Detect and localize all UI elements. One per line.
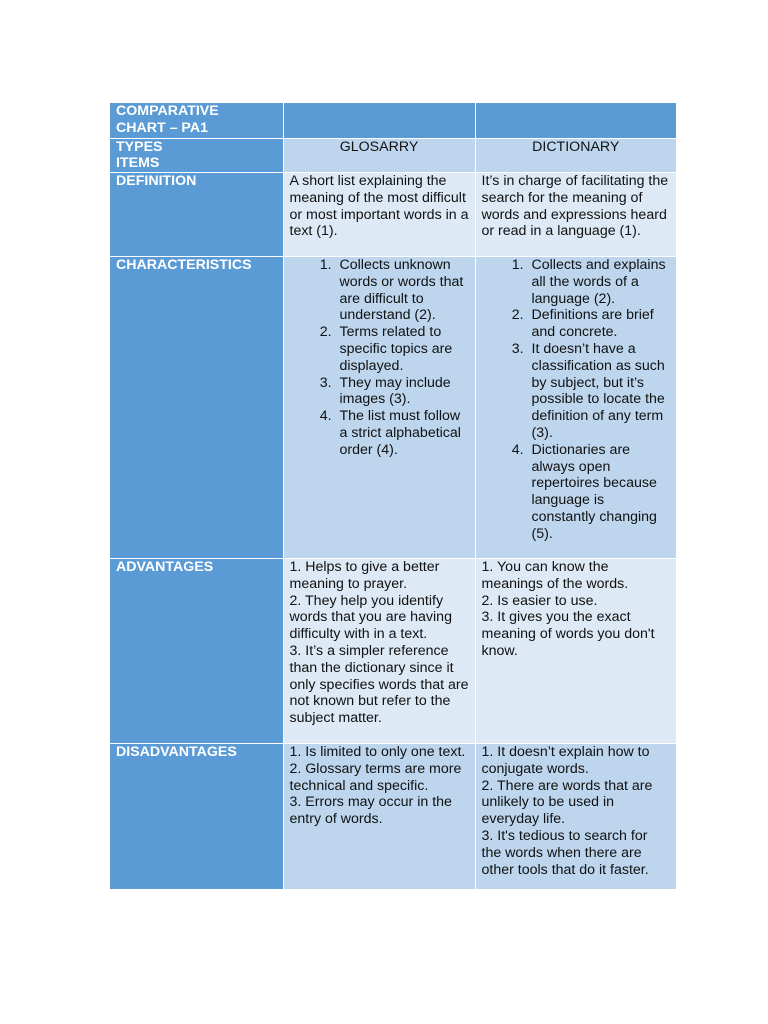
empty-header-cell (283, 103, 475, 138)
dictionary-characteristics-list (482, 257, 671, 543)
list-item: 2. Definitions are brief and concrete. (528, 307, 671, 341)
column-header-glossary: GLOSARRY (283, 138, 475, 173)
list-item: 2. There are words that are unlikely to be used in everyday life. (481, 777, 653, 828)
table-row (110, 138, 676, 173)
row-label-characteristics: CHARACTERISTICS (110, 257, 283, 559)
chart-title-line-2: CHART – PA1 (116, 119, 208, 136)
chart-title-line-1: COMPARATIVE (116, 103, 219, 119)
chart-title-cell (110, 103, 283, 138)
row-label-disadvantages: DISADVANTAGES (110, 744, 283, 890)
column-header-dictionary: DICTIONARY (475, 138, 676, 173)
dictionary-characteristics (475, 257, 676, 559)
list-item: 2. Is easier to use. (481, 592, 598, 609)
list-item: 2. Glossary terms are more technical and specific. (289, 760, 462, 794)
types-items-cell (110, 138, 283, 173)
comparative-chart-table (110, 103, 676, 890)
list-item: 2. Terms related to specific topics are displayed. (336, 324, 469, 374)
list-item: 3. It gives you the exact meaning of words you don't know. (481, 609, 655, 660)
list-item: 3. They may include images (3). (336, 375, 469, 409)
glossary-characteristics-list (290, 257, 469, 459)
glossary-characteristics (283, 257, 475, 559)
list-item: 1. Collects unknown words or words that are difficult to understand (2). (336, 257, 469, 324)
list-item: 1. It doesn’t explain how to conjugate words. (481, 744, 650, 777)
table-row (110, 744, 676, 890)
row-label-definition: DEFINITION (110, 173, 283, 257)
table-row (110, 103, 676, 138)
list-item: 1. You can know the meanings of the words. (481, 559, 629, 592)
dictionary-definition: It’s in charge of facilitating the search for the meaning of words and expressions heard or read in a language (1). (475, 173, 676, 257)
dictionary-disadvantages (475, 744, 676, 890)
glossary-definition: A short list explaining the meaning of the most difficult or most important words in a text (1). (283, 173, 475, 257)
list-item: 1. Is limited to only one text. (289, 744, 466, 761)
list-item: 3. It’s a simpler reference than the dictionary since it only specifies words that are not known but refer to the subject matter. (289, 643, 469, 727)
table-row (110, 257, 676, 559)
items-label: ITEMS (116, 155, 160, 172)
table-row (110, 559, 676, 744)
glossary-advantages (283, 559, 475, 744)
list-item: 1. Collects and explains all the words of a language (2). (528, 257, 671, 307)
list-item: 2. They help you identify words that you are having difficulty with in a text. (289, 592, 452, 643)
table-row (110, 173, 676, 257)
list-item: 3. Errors may occur in the entry of words. (289, 794, 452, 828)
types-label: TYPES (116, 138, 163, 155)
row-label-advantages: ADVANTAGES (110, 559, 283, 744)
empty-header-cell (475, 103, 676, 138)
list-item: 3. It's tedious to search for the words when there are other tools that do it faster. (481, 828, 649, 878)
list-item: 3. It doesn’t have a classification as such by subject, but it’s possible to locate the definition of any term (3). (528, 341, 671, 442)
list-item: 4. Dictionaries are always open repertoires because language is constantly changing (5). (528, 442, 671, 543)
glossary-disadvantages (283, 744, 475, 890)
dictionary-advantages (475, 559, 676, 744)
list-item: 4. The list must follow a strict alphabetical order (4). (336, 408, 469, 458)
list-item: 1. Helps to give a better meaning to prayer. (289, 559, 440, 592)
